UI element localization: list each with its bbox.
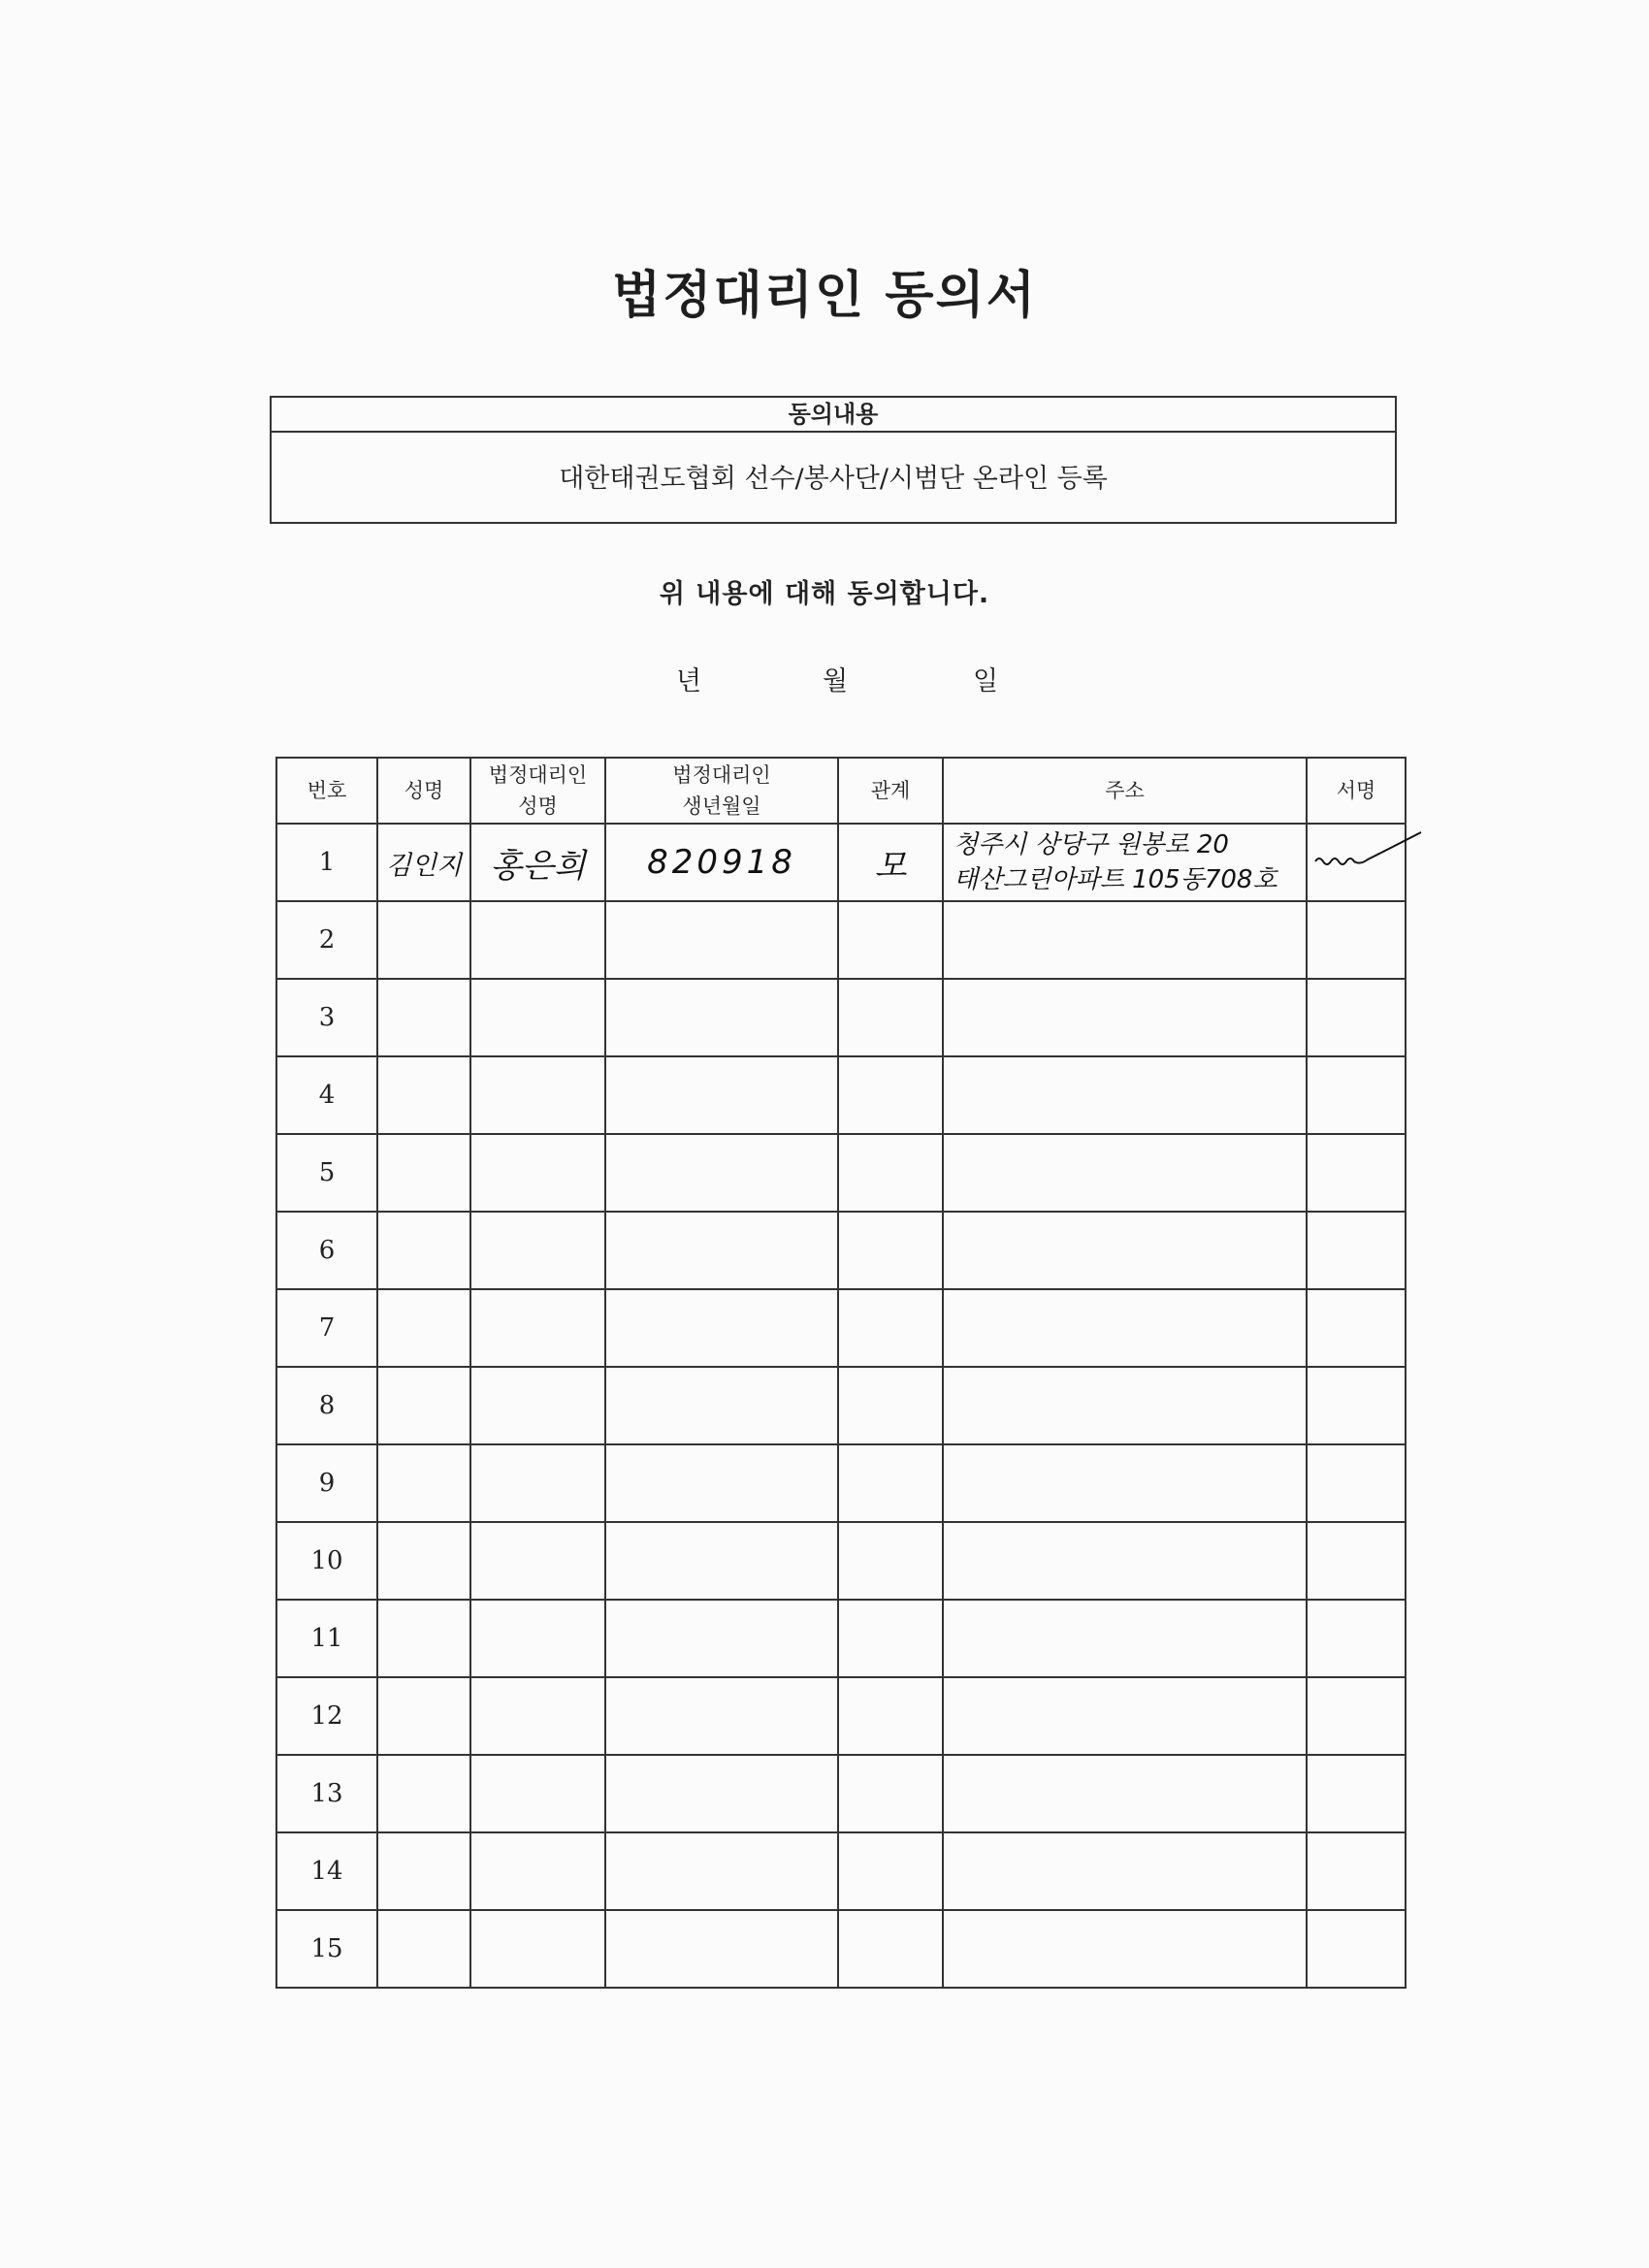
- cell-address: [943, 1444, 1307, 1522]
- header-name: 성명: [377, 758, 470, 824]
- cell-signature: [1307, 1367, 1406, 1444]
- table-row: [276, 1910, 1406, 1988]
- cell-signature: [1307, 1910, 1406, 1988]
- cell-rep-name: [470, 1522, 605, 1600]
- date-month-label: 월: [823, 666, 849, 697]
- cell-rep-name: [470, 979, 605, 1056]
- cell-rep-name: [470, 1600, 605, 1677]
- row-number: 2: [276, 901, 377, 979]
- row-number: 11: [276, 1600, 377, 1677]
- cell-rep-name: [470, 1910, 605, 1988]
- cell-rep-dob: [605, 1367, 838, 1444]
- cell-relation: [838, 901, 943, 979]
- handwritten-name: 김인지: [385, 850, 463, 881]
- header-rep-name: [470, 758, 605, 824]
- table-row: [276, 1289, 1406, 1367]
- row-number: 10: [276, 1522, 377, 1600]
- cell-relation: [838, 1755, 943, 1832]
- cell-relation: [838, 1289, 943, 1367]
- agreement-statement: 위 내용에 대해 동의합니다.: [659, 579, 990, 609]
- table-row: [276, 979, 1406, 1056]
- header-relation: 관계: [838, 758, 943, 824]
- cell-relation: [838, 1677, 943, 1755]
- row-number: 5: [276, 1134, 377, 1212]
- cell-rep-name: [470, 824, 605, 901]
- table-body: [276, 824, 1406, 1988]
- cell-relation: [838, 824, 943, 901]
- consent-body: 대한태권도협회 선수/봉사단/시범단 온라인 등록: [559, 464, 1108, 494]
- cell-rep-name: [470, 1832, 605, 1910]
- header-signature: 서명: [1307, 758, 1406, 824]
- cell-name: [377, 1832, 470, 1910]
- cell-rep-dob: [605, 824, 838, 901]
- header-rep-dob: [605, 758, 838, 824]
- cell-rep-dob: [605, 1677, 838, 1755]
- cell-signature: [1307, 1056, 1406, 1134]
- header-rep-dob-line2: 생년월일: [682, 794, 761, 818]
- row-number: 15: [276, 1910, 377, 1988]
- cell-rep-dob: [605, 979, 838, 1056]
- header-rep-name-line1: 법정대리인: [488, 763, 588, 787]
- cell-signature: [1307, 824, 1406, 901]
- cell-rep-dob: [605, 1212, 838, 1289]
- cell-relation: [838, 1600, 943, 1677]
- header-rep-name-line2: 성명: [518, 794, 558, 818]
- date-day-label: 일: [973, 666, 999, 697]
- cell-signature: [1307, 1444, 1406, 1522]
- cell-rep-name: [470, 1212, 605, 1289]
- cell-signature: [1307, 979, 1406, 1056]
- table-row: [276, 1755, 1406, 1832]
- cell-address: [943, 1755, 1307, 1832]
- cell-address: [943, 1522, 1307, 1600]
- cell-rep-dob: [605, 901, 838, 979]
- cell-name: [377, 979, 470, 1056]
- handwritten-relation: 모: [874, 846, 907, 886]
- cell-rep-name: [470, 1677, 605, 1755]
- cell-rep-dob: [605, 1832, 838, 1910]
- cell-address: [943, 1212, 1307, 1289]
- header-address: 주소: [943, 758, 1307, 824]
- header-number: 번호: [276, 758, 377, 824]
- cell-rep-name: [470, 1755, 605, 1832]
- row-number: 3: [276, 979, 377, 1056]
- cell-relation: [838, 1522, 943, 1600]
- row-number: 12: [276, 1677, 377, 1755]
- cell-rep-name: [470, 901, 605, 979]
- date-year-label: 년: [676, 666, 702, 697]
- row-number: 1: [276, 824, 377, 901]
- cell-signature: [1307, 1289, 1406, 1367]
- cell-signature: [1307, 1212, 1406, 1289]
- cell-name: [377, 1056, 470, 1134]
- table-row: [276, 901, 1406, 979]
- row-number: 6: [276, 1212, 377, 1289]
- cell-rep-name: [470, 1289, 605, 1367]
- cell-address: [943, 1289, 1307, 1367]
- cell-address: [943, 1677, 1307, 1755]
- signature-scribble-icon: [1311, 828, 1438, 877]
- header-rep-dob-line1: 법정대리인: [672, 763, 771, 787]
- cell-address: [943, 901, 1307, 979]
- cell-name: [377, 1367, 470, 1444]
- cell-relation: [838, 1367, 943, 1444]
- cell-address: [943, 1056, 1307, 1134]
- cell-relation: [838, 1134, 943, 1212]
- row-number: 7: [276, 1289, 377, 1367]
- table-row: [276, 1522, 1406, 1600]
- cell-name: [377, 1910, 470, 1988]
- cell-rep-name: [470, 1444, 605, 1522]
- handwritten-rep-dob: 820918: [647, 843, 796, 882]
- page-title: 법정대리인 동의서: [612, 267, 1037, 325]
- row-number: 14: [276, 1832, 377, 1910]
- cell-rep-dob: [605, 1289, 838, 1367]
- cell-relation: [838, 979, 943, 1056]
- cell-rep-name: [470, 1134, 605, 1212]
- cell-address: [943, 1367, 1307, 1444]
- cell-relation: [838, 1832, 943, 1910]
- consent-header: 동의내용: [272, 398, 1395, 433]
- row-number: 8: [276, 1367, 377, 1444]
- cell-signature: [1307, 1832, 1406, 1910]
- table-row: [276, 1600, 1406, 1677]
- cell-name: [377, 1755, 470, 1832]
- cell-signature: [1307, 1755, 1406, 1832]
- cell-address: [943, 1134, 1307, 1212]
- cell-signature: [1307, 1677, 1406, 1755]
- consent-box: [270, 396, 1397, 524]
- table-row: [276, 1444, 1406, 1522]
- cell-name: [377, 1600, 470, 1677]
- cell-name: [377, 824, 470, 901]
- handwritten-rep-name: 홍은희: [490, 846, 586, 886]
- table-row: [276, 1056, 1406, 1134]
- handwritten-address-line1: 청주시 상당구 원봉로 20: [954, 830, 1229, 859]
- cell-signature: [1307, 1522, 1406, 1600]
- row-number: 4: [276, 1056, 377, 1134]
- cell-address: [943, 1832, 1307, 1910]
- cell-address: [943, 979, 1307, 1056]
- cell-name: [377, 1134, 470, 1212]
- cell-name: [377, 1677, 470, 1755]
- row-number: 9: [276, 1444, 377, 1522]
- cell-relation: [838, 1056, 943, 1134]
- table-header-row: [276, 758, 1406, 824]
- cell-address: [943, 1600, 1307, 1677]
- cell-relation: [838, 1444, 943, 1522]
- cell-address: [943, 824, 1307, 901]
- cell-rep-dob: [605, 1755, 838, 1832]
- cell-rep-dob: [605, 1522, 838, 1600]
- table-row: [276, 1212, 1406, 1289]
- table-row: [276, 1367, 1406, 1444]
- row-number: 13: [276, 1755, 377, 1832]
- cell-rep-dob: [605, 1134, 838, 1212]
- cell-rep-name: [470, 1056, 605, 1134]
- cell-rep-dob: [605, 1444, 838, 1522]
- cell-name: [377, 1522, 470, 1600]
- cell-name: [377, 1212, 470, 1289]
- cell-signature: [1307, 901, 1406, 979]
- cell-name: [377, 901, 470, 979]
- cell-name: [377, 1444, 470, 1522]
- cell-signature: [1307, 1600, 1406, 1677]
- cell-rep-name: [470, 1367, 605, 1444]
- cell-rep-dob: [605, 1056, 838, 1134]
- representative-table: [275, 757, 1406, 1989]
- table-row: [276, 1832, 1406, 1910]
- cell-relation: [838, 1212, 943, 1289]
- cell-name: [377, 1289, 470, 1367]
- table-row: [276, 824, 1406, 901]
- cell-rep-dob: [605, 1910, 838, 1988]
- cell-address: [943, 1910, 1307, 1988]
- table-row: [276, 1677, 1406, 1755]
- cell-rep-dob: [605, 1600, 838, 1677]
- table-row: [276, 1134, 1406, 1212]
- cell-relation: [838, 1910, 943, 1988]
- handwritten-address-line2: 태산그린아파트 105동708호: [954, 865, 1277, 894]
- cell-signature: [1307, 1134, 1406, 1212]
